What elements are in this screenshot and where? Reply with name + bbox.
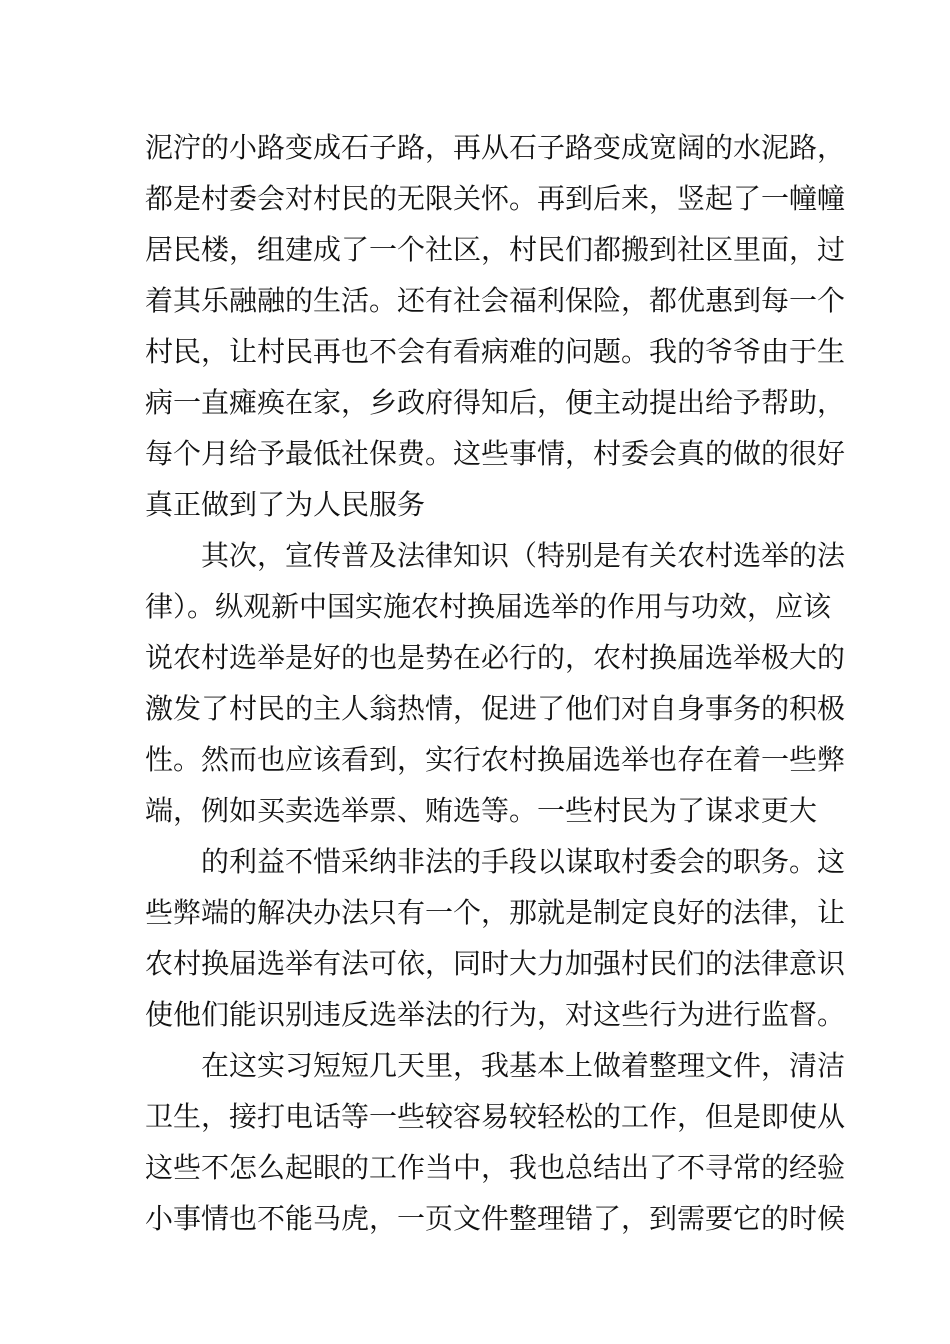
text-line: 病一直瘫痪在家，乡政府得知后，便主动提出给予帮助， (145, 386, 846, 419)
text-line: 真正做到了为人民服务 (145, 488, 426, 521)
text-line: 都是村委会对村民的无限关怀。再到后来，竖起了一幢幢 (145, 182, 846, 215)
body-text (145, 122, 846, 1244)
text-line: 些弊端的解决办法只有一个，那就是制定良好的法律，让 (145, 896, 846, 929)
paragraph-first-line: 的利益不惜采纳非法的手段以谋取村委会的职务。这 (201, 845, 846, 878)
text-line: 激发了村民的主人翁热情，促进了他们对自身事务的积极 (145, 692, 846, 725)
paragraph-first-line: 其次，宣传普及法律知识（特别是有关农村选举的法 (201, 539, 846, 572)
text-line: 居民楼，组建成了一个社区，村民们都搬到社区里面，过 (145, 233, 846, 266)
paragraph-first-line: 在这实习短短几天里，我基本上做着整理文件，清洁 (201, 1049, 846, 1082)
text-line: 这些不怎么起眼的工作当中，我也总结出了不寻常的经验 (145, 1151, 846, 1184)
text-line: 使他们能识别违反选举法的行为，对这些行为进行监督。 (145, 998, 846, 1031)
text-line: 泥泞的小路变成石子路，再从石子路变成宽阔的水泥路， (145, 131, 846, 164)
text-line: 卫生，接打电话等一些较容易较轻松的工作，但是即使从 (145, 1100, 846, 1133)
text-line: 着其乐融融的生活。还有社会福利保险，都优惠到每一个 (145, 284, 846, 317)
text-line: 农村换届选举有法可依，同时大力加强村民们的法律意识 (145, 947, 846, 980)
text-line: 每个月给予最低社保费。这些事情，村委会真的做的很好 (145, 437, 846, 470)
text-line: 端，例如买卖选举票、贿选等。一些村民为了谋求更大 (145, 794, 818, 827)
text-line: 性。然而也应该看到，实行农村换届选举也存在着一些弊 (145, 743, 846, 776)
text-line: 小事情也不能马虎，一页文件整理错了，到需要它的时候 (145, 1202, 846, 1235)
text-line: 律）。纵观新中国实施农村换届选举的作用与功效，应该 (145, 590, 832, 623)
text-line: 说农村选举是好的也是势在必行的，农村换届选举极大的 (145, 641, 846, 674)
text-line: 村民，让村民再也不会有看病难的问题。我的爷爷由于生 (145, 335, 846, 368)
